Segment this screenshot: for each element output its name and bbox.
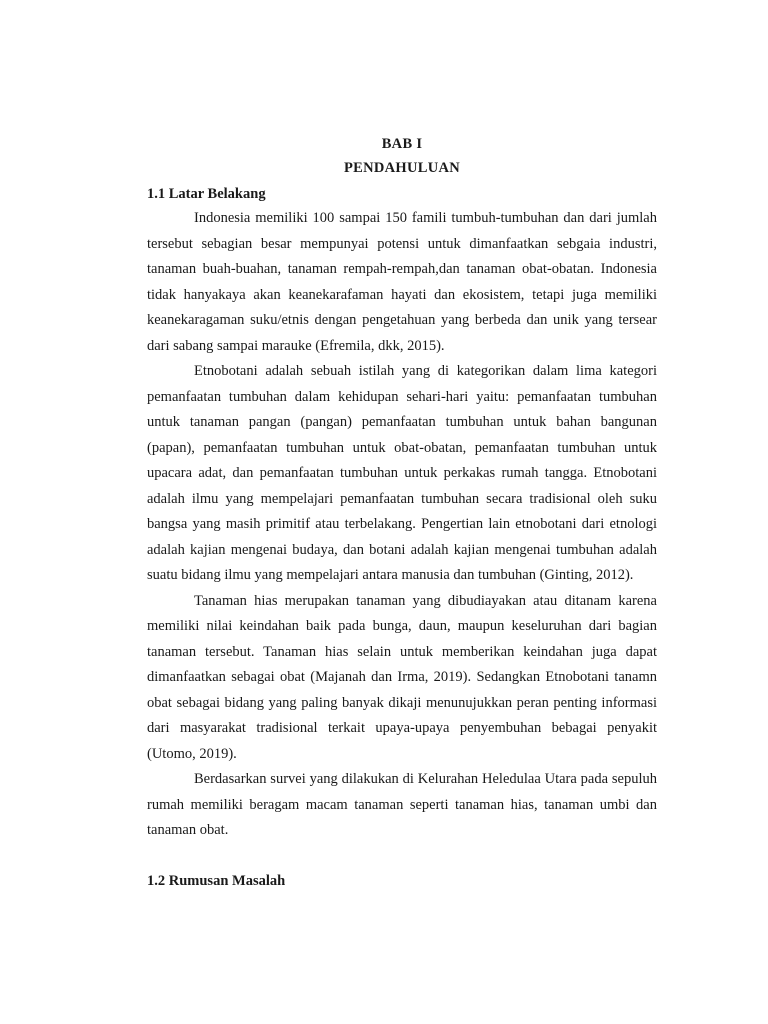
section-heading-latar-belakang: 1.1 Latar Belakang — [147, 186, 266, 202]
chapter-title: PENDAHULUAN — [343, 160, 461, 176]
chapter-number: BAB I — [381, 136, 423, 152]
paragraph-4: Berdasarkan survei yang dilakukan di Kelurahan Heledulaa Utara pada sepuluh rumah memiliki beragam macam tanaman seperti tanaman hias, tanaman umbi dan tanaman obat. — [147, 771, 657, 838]
section-heading-rumusan-masalah: 1.2 Rumusan Masalah — [147, 872, 286, 889]
paragraph-3: Tanaman hias merupakan tanaman yang dibudiayakan atau ditanam karena memiliki nilai keindahan baik pada bunga, daun, maupun keseluruhan dari bagian tanaman tersebut. Tanaman hias selain untuk memberikan keindahan juga dapat dimanfaatkan sebagai obat (Majanah dan Irma, 2019). Sedangkan Etnobotani tanamn obat sebagai bidang yang paling banyak dikaji menunujukkan peran penting informasi dari masyarakat tradisional terkait upaya-upaya penyembuhan bebagai penyakit (Utomo, 2019). — [147, 592, 657, 762]
document-page — [147, 132, 657, 893]
paragraph-1: Indonesia memiliki 100 sampai 150 famili tumbuh-tumbuhan dan dari jumlah tersebut sebagian besar mempunyai potensi untuk dimanfaatkan sebgaia industri, tanaman buah-buahan, tanaman rempah-rempah,dan tanaman obat-obatan. Indonesia tidak hanyakaya akan keanekarafaman hayati dan ekosistem, tetapi juga memiliki keanekaragaman suku/etnis dengan pengetahuan yang berbeda dan unik yang tersear dari sabang sampai marauke (Efremila, dkk, 2015). — [147, 210, 657, 354]
paragraph-2: Etnobotani adalah sebuah istilah yang di kategorikan dalam lima kategori pemanfaatan tumbuhan dalam kehidupan sehari-hari yaitu: pemanfaatan tumbuhan untuk tanaman pangan (pangan) pemanfaatan tumbuhan untuk bahan bangunan (papan), pemanfaatan tumbuhan untuk obat-obatan, pemanfaatan tumbuhan untuk upacara adat, dan pemanfaatan tumbuhan untuk perkakas rumah tangga. Etnobotani adalah ilmu yang mempelajari pemanfaatan tumbuhan secara tradisional oleh suku bangsa yang masih primitif atau terbelakang. Pengertian lain etnobotani dari etnologi adalah kajian mengenai budaya, dan botani adalah kajian mengenai tumbuhan adalah suatu bidang ilmu yang mempelajari antara manusia dan tumbuhan (Ginting, 2012). — [147, 363, 657, 583]
